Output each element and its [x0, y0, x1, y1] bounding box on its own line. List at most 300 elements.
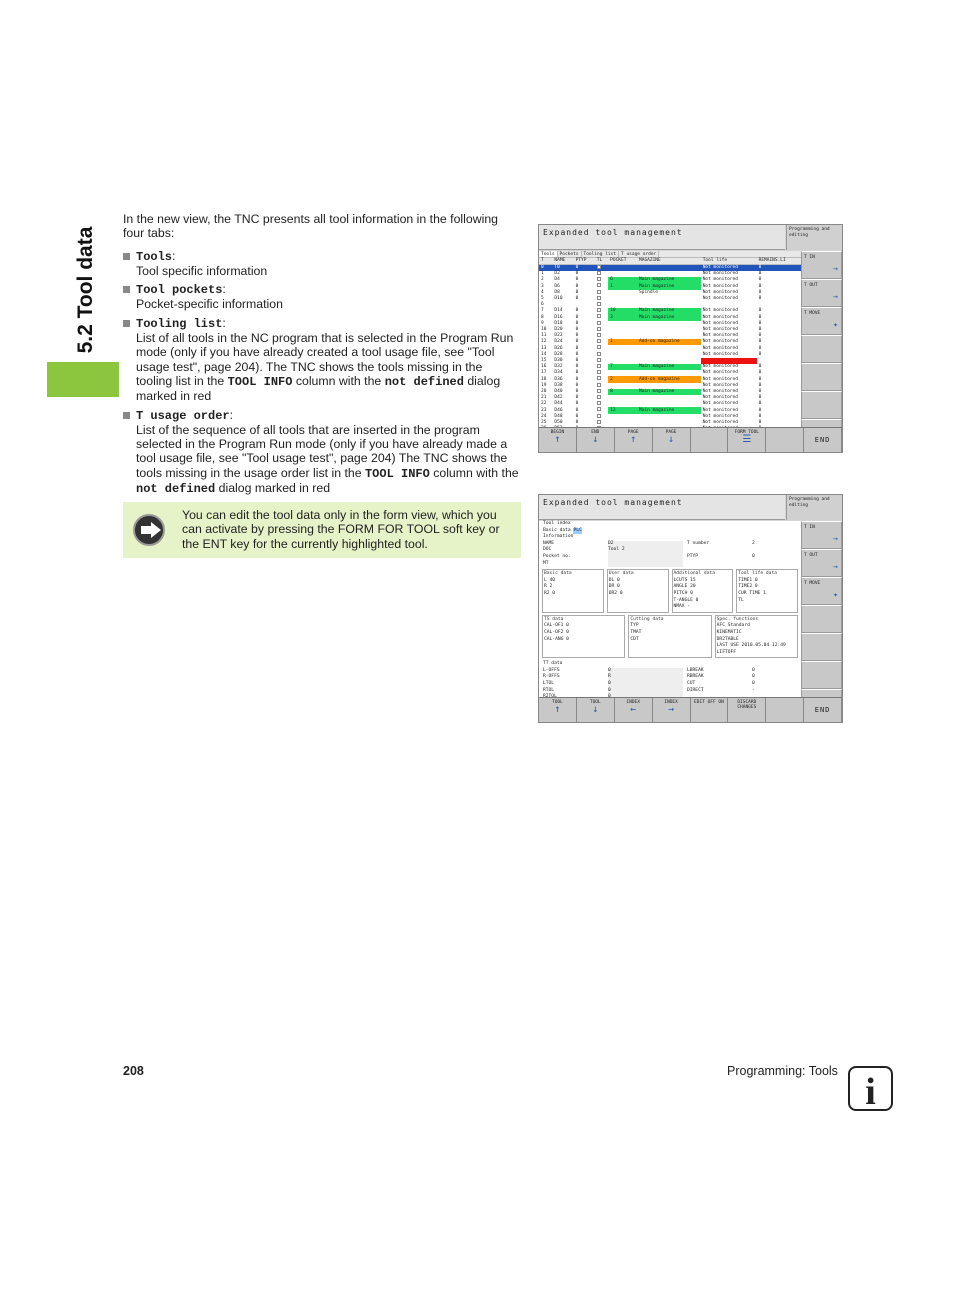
table-cell: D44 — [554, 401, 563, 407]
table-cell: 0 — [758, 420, 762, 426]
vertical-softkeys — [801, 251, 842, 447]
table-cell: Not monitored — [702, 308, 738, 314]
table-cell: 0 — [575, 314, 579, 320]
tl-checkbox[interactable] — [597, 420, 601, 424]
group-field[interactable]: R2 0 — [544, 590, 556, 596]
table-cell: D48 — [554, 413, 563, 419]
list-item-tools: Tools: Tool specific information — [123, 249, 521, 279]
tl-checkbox[interactable] — [597, 345, 601, 349]
group-title: Additional data — [673, 571, 715, 577]
field-label: PTYP — [687, 553, 699, 559]
group-title: Tool life data — [738, 571, 777, 577]
table-cell: 0 — [758, 326, 762, 332]
table-cell: Not monitored — [702, 314, 738, 320]
column-header: TL — [595, 258, 608, 264]
table-cell: 15 — [541, 358, 547, 363]
table-cell: D36 — [554, 376, 563, 382]
softkey-label: T IN — [804, 255, 815, 260]
bullet-icon — [123, 320, 130, 327]
table-cell: 11 — [541, 333, 547, 339]
group-field[interactable]: ANGLE 20 — [673, 584, 696, 590]
form-group — [628, 615, 711, 659]
softkey-end[interactable] — [577, 428, 615, 452]
table-cell: 0 — [758, 289, 762, 295]
table-cell: Not monitored — [702, 339, 738, 345]
table-cell: 0 — [575, 345, 579, 351]
table-cell: Not monitored — [702, 401, 738, 407]
table-cell: 0 — [575, 407, 579, 413]
table-cell: Main magazine — [637, 283, 701, 289]
field-label: Pocket no. — [543, 553, 571, 559]
table-cell: 3 — [608, 314, 637, 320]
softkey-bar — [539, 427, 842, 452]
table-cell: Not monitored — [702, 413, 738, 419]
chapter-tab-marker — [47, 362, 119, 397]
table-cell: 4 — [541, 289, 544, 295]
group-field[interactable]: CAL-OF2 0 — [544, 629, 569, 635]
field-label: CUT — [687, 681, 696, 687]
table-cell: 0 — [574, 264, 595, 271]
table-cell: 0 — [575, 401, 579, 407]
field-value[interactable]: 0 — [608, 681, 683, 688]
table-cell: 0 — [758, 277, 762, 283]
field-label: L-OFFS — [543, 667, 560, 673]
field-label: DIRECT — [687, 687, 704, 693]
table-cell: 0 — [758, 351, 762, 357]
side-softkey[interactable] — [801, 605, 842, 633]
group-field[interactable]: LIFTOFF — [716, 649, 737, 655]
softkey-label: FORM TOOL — [734, 430, 759, 435]
tl-checkbox[interactable] — [597, 283, 601, 287]
table-cell: 9 — [541, 320, 544, 326]
table-cell: 0 — [758, 308, 762, 314]
table-cell: Spindle — [639, 289, 659, 295]
table-cell: Not monitored — [702, 326, 738, 332]
field-value[interactable]: D2 — [608, 541, 683, 548]
table-cell: 0 — [758, 339, 762, 345]
softkey-label: T OUT — [804, 553, 818, 558]
table-cell: 0 — [575, 289, 579, 295]
group-field[interactable]: TMAT — [630, 629, 642, 635]
softkey-empty[interactable] — [766, 428, 804, 452]
move-icon: ✦ — [833, 320, 838, 329]
tt-row — [539, 688, 801, 695]
table-cell: 0 — [758, 401, 762, 407]
softkey-label: BEGIN — [550, 430, 565, 435]
group-field[interactable]: DR2 0 — [608, 590, 623, 596]
table-cell: D24 — [554, 339, 563, 345]
table-cell: 24 — [541, 413, 547, 419]
table-cell: 25 — [541, 420, 547, 426]
side-softkey[interactable] — [801, 521, 842, 549]
table-cell: 0 — [758, 376, 762, 382]
group-field[interactable]: TYP — [630, 623, 639, 629]
group-field[interactable]: CUR TIME 1 — [738, 590, 766, 596]
group-title: Cutting data — [630, 616, 664, 622]
table-cell: 0 — [575, 413, 579, 419]
field-value[interactable]: 0 — [752, 674, 755, 680]
table-cell: D28 — [554, 351, 563, 357]
chapter-title: 5.2 Tool data — [74, 226, 97, 354]
item-body: Pocket-specific information — [136, 297, 283, 312]
field-label — [687, 561, 752, 568]
field-value[interactable]: 0 — [752, 681, 755, 687]
field-value[interactable] — [608, 561, 683, 568]
arrow-right-icon — [133, 514, 165, 546]
softkey-index[interactable] — [615, 698, 653, 722]
tab-t-usage-order[interactable]: T usage order — [619, 251, 659, 257]
tl-checkbox[interactable] — [597, 321, 601, 325]
table-cell: 0 — [575, 358, 579, 363]
table-cell: 0 — [575, 326, 579, 332]
table-cell: D46 — [554, 407, 563, 413]
table-cell: 0 — [575, 351, 579, 357]
group-field[interactable]: KINEMATIC — [716, 629, 742, 635]
table-cell: Not monitored — [702, 277, 738, 283]
tt-row — [539, 668, 801, 675]
table-cell: 0 — [575, 339, 579, 345]
field-value[interactable]: 0 — [608, 668, 683, 675]
softkey-label: T MOVE — [804, 581, 821, 586]
tl-checkbox[interactable] — [597, 414, 601, 418]
group-field[interactable]: CDT — [630, 636, 639, 642]
field-value[interactable]: 2 — [752, 540, 755, 546]
side-softkey[interactable] — [801, 307, 842, 335]
form-group — [542, 615, 625, 659]
table-cell: Not monitored — [702, 376, 738, 382]
term: Tooling list — [136, 316, 223, 331]
field-label: R-OFFS — [543, 674, 560, 680]
tl-checkbox[interactable] — [597, 358, 601, 362]
table-cell: 22 — [541, 401, 547, 407]
field-value[interactable]: 0 — [608, 688, 683, 695]
group-title: User data — [608, 571, 634, 577]
table-cell: Not monitored — [702, 351, 738, 357]
table-cell: D8 — [554, 289, 560, 295]
vertical-softkeys — [801, 521, 842, 717]
softkey-page[interactable] — [653, 428, 691, 452]
tl-checkbox[interactable] — [597, 401, 601, 405]
tl-checkbox[interactable] — [597, 364, 601, 368]
table-cell: Not monitored — [702, 295, 738, 301]
tl-checkbox[interactable] — [597, 327, 601, 331]
item-body-post: dialog marked in red — [136, 373, 501, 404]
softkey-empty[interactable] — [766, 698, 804, 722]
list-item-tool-pockets: Tool pockets: Pocket-specific information — [123, 282, 521, 312]
form-row — [539, 561, 801, 568]
softkey-end[interactable] — [804, 428, 842, 452]
table-cell: 0 — [575, 420, 579, 426]
field-label: MT — [543, 560, 549, 566]
form-row — [539, 547, 801, 554]
field-label: RBREAK — [687, 674, 704, 680]
side-softkey[interactable] — [801, 661, 842, 689]
table-row[interactable] — [539, 264, 801, 271]
tool-table — [539, 258, 801, 432]
table-cell: 10 — [608, 308, 637, 314]
field-label: LTOL — [543, 681, 555, 687]
softkey-edit-off-on[interactable] — [691, 698, 729, 722]
table-cell: 0 — [575, 370, 579, 376]
form-row — [539, 554, 801, 561]
side-softkey[interactable] — [801, 577, 842, 605]
table-cell — [637, 264, 701, 271]
group-field[interactable]: NMAX - — [673, 604, 691, 610]
group-field[interactable]: DL 0 — [608, 577, 620, 583]
softkey-label: END — [814, 706, 831, 714]
side-softkey[interactable] — [801, 279, 842, 307]
softkey-discard-changes[interactable] — [728, 698, 766, 722]
field-value[interactable] — [608, 554, 683, 561]
group-field[interactable]: LAST USE 2010.05.04 12:49 — [716, 643, 786, 649]
item-body: List of all tools in the NC program that is selected in the Program Run mode (only if you have already created a tool usage file, see "Tool usage test", page 204). The TNC shows the tools missing in the tooling list in the — [136, 331, 514, 388]
table-cell: 17 — [541, 370, 547, 376]
table-cell: 0 — [575, 320, 579, 326]
table-cell: 0 — [758, 333, 762, 339]
table-cell: D20 — [554, 326, 563, 332]
arrow-left-icon: ← — [630, 704, 637, 715]
table-cell: 0 — [758, 389, 762, 395]
group-field[interactable]: TIME1 0 — [738, 577, 758, 583]
side-softkey[interactable] — [801, 633, 842, 661]
table-cell: 0 — [575, 283, 579, 289]
side-softkey[interactable] — [801, 251, 842, 279]
term: Tools — [136, 249, 173, 264]
table-cell: 0 — [575, 333, 579, 339]
form-group — [715, 615, 798, 659]
table-cell: 0 — [575, 376, 579, 382]
tl-checkbox[interactable] — [597, 383, 601, 387]
group-field[interactable]: CAL-OF1 0 — [544, 623, 569, 629]
form-groups-2 — [539, 615, 801, 659]
tool-arrow-icon: → — [833, 264, 838, 273]
tl-checkbox[interactable] — [597, 308, 601, 312]
tl-checkbox[interactable] — [597, 296, 601, 300]
tab-tooling-list[interactable]: Tooling list — [582, 251, 620, 257]
softkey-label: END — [591, 430, 600, 435]
info-icon: i — [848, 1066, 893, 1111]
table-cell: 0 — [757, 264, 801, 271]
field-label: NAME — [543, 540, 555, 546]
intro-paragraph: In the new view, the TNC presents all tool information in the following four tabs: — [123, 212, 499, 241]
tl-checkbox[interactable] — [597, 352, 601, 356]
tt-data — [539, 668, 801, 701]
table-cell — [595, 264, 608, 271]
tt-row — [539, 681, 801, 688]
group-field[interactable]: TL — [738, 597, 744, 603]
softkey-label: TOOL — [589, 700, 601, 705]
table-cell: Not monitored — [702, 395, 738, 401]
form-fields — [539, 541, 801, 567]
bullet-icon — [123, 253, 130, 260]
table-cell: 1 — [608, 283, 637, 289]
tab-tools[interactable]: Tools — [539, 251, 558, 257]
table-cell: 0 — [539, 264, 552, 271]
table-cell: 12 — [608, 407, 637, 413]
table-cell: 0 — [758, 283, 762, 289]
form-info: Information — [543, 534, 574, 540]
table-cell: 0 — [575, 364, 579, 370]
table-cell: D4 — [554, 277, 560, 283]
table-cell: 8 — [608, 389, 637, 395]
group-field[interactable]: AFC Standard — [716, 623, 750, 629]
table-cell: 0 — [758, 370, 762, 376]
side-softkey[interactable] — [801, 363, 842, 391]
tool-arrow-icon: → — [833, 292, 838, 301]
group-title: Basic data — [544, 571, 572, 577]
term: T usage order — [136, 408, 230, 423]
table-cell: 0 — [575, 308, 579, 314]
item-body: Tool specific information — [136, 263, 268, 278]
softkey-label: INDEX — [664, 700, 678, 705]
softkey-index[interactable] — [653, 698, 691, 722]
table-cell: Main magazine — [637, 407, 701, 413]
tl-checkbox[interactable] — [597, 339, 601, 343]
table-cell: 0 — [758, 395, 762, 401]
table-cell: 21 — [541, 395, 547, 401]
table-cell: 0 — [758, 271, 762, 277]
form-group — [542, 569, 604, 613]
softkey-label: T OUT — [804, 283, 818, 288]
group-field[interactable]: PITCH 0 — [673, 590, 693, 596]
table-cell: D40 — [554, 389, 563, 395]
tab-pockets[interactable]: Pockets — [558, 251, 582, 257]
table-cell: 7 — [608, 364, 637, 370]
table-cell: 18 — [541, 376, 547, 382]
table-cell: 1 — [541, 271, 544, 277]
group-field[interactable]: R 2 — [544, 584, 553, 590]
form-tab: Basic data PLC — [543, 527, 582, 533]
table-cell: D38 — [554, 382, 563, 388]
table-cell: D30 — [554, 358, 563, 363]
tl-checkbox[interactable] — [597, 265, 601, 269]
page-number: 208 — [123, 1064, 144, 1078]
table-cell: D16 — [554, 314, 563, 320]
table-cell: 14 — [541, 351, 547, 357]
tl-checkbox[interactable] — [597, 271, 601, 275]
tool-form-area — [539, 521, 801, 698]
table-cell: 0 — [758, 382, 762, 388]
group-field[interactable]: LCUTS 15 — [673, 577, 696, 583]
field-value[interactable]: R — [608, 674, 683, 681]
table-cell: D6 — [554, 283, 560, 289]
bullet-icon — [123, 286, 130, 293]
tl-checkbox[interactable] — [597, 314, 601, 318]
form-row — [539, 541, 801, 548]
table-cell: 0 — [575, 295, 579, 301]
item-body-post: dialog marked in red — [215, 481, 331, 496]
table-cell: Not monitored — [702, 389, 738, 395]
table-cell: 5 — [541, 295, 544, 301]
tl-checkbox[interactable] — [597, 370, 601, 374]
tl-checkbox[interactable] — [597, 376, 601, 380]
arrow-right-icon: → — [668, 704, 675, 715]
tl-checkbox[interactable] — [597, 333, 601, 337]
table-cell: Main magazine — [637, 389, 701, 395]
field-value[interactable]: Tool 2 — [608, 547, 683, 554]
table-cell: Not monitored — [702, 407, 738, 413]
table-cell: Not monitored — [702, 364, 738, 370]
screen-title: Expanded tool management — [539, 225, 785, 250]
field-value[interactable]: 0 — [752, 667, 755, 673]
softkey-label: EDIT OFF ON — [694, 700, 724, 705]
form-groups — [539, 569, 801, 613]
table-cell: 0 — [758, 295, 762, 301]
table-cell: Add-on magazine — [637, 376, 701, 382]
table-cell: 10 — [541, 326, 547, 332]
table-cell: 1 — [608, 339, 637, 345]
tool-table-area — [539, 251, 801, 428]
column-header: POCKET — [608, 258, 637, 264]
table-cell: 19 — [541, 382, 547, 388]
column-header: Tool life — [701, 258, 757, 264]
table-cell: 0 — [758, 407, 762, 413]
softkey-tool[interactable] — [577, 698, 615, 722]
table-cell: Not monitored — [701, 264, 757, 271]
bullet-icon — [123, 412, 130, 419]
table-cell: Main magazine — [637, 277, 701, 283]
tl-checkbox[interactable] — [597, 277, 601, 281]
tl-checkbox[interactable] — [597, 302, 601, 306]
tl-checkbox[interactable] — [597, 407, 601, 411]
softkey-end[interactable] — [804, 698, 842, 722]
table-cell: D26 — [554, 345, 563, 351]
tt-title: TT data — [543, 661, 563, 667]
softkey-tool[interactable] — [539, 698, 577, 722]
tool-arrow-icon: → — [833, 562, 838, 571]
tl-checkbox[interactable] — [597, 389, 601, 393]
softkey-bar — [539, 697, 842, 722]
group-field[interactable]: DR2TABLE — [716, 636, 739, 642]
field-label — [687, 547, 752, 554]
softkey-begin[interactable] — [539, 428, 577, 452]
group-field[interactable]: DR 0 — [608, 584, 620, 590]
group-field[interactable]: L 40 — [544, 577, 556, 583]
table-cell: Main magazine — [637, 308, 701, 314]
item-body-mid: column with the — [429, 465, 519, 480]
tl-checkbox[interactable] — [597, 290, 601, 294]
group-title: Spec. functions — [716, 616, 759, 622]
column-header: T — [539, 258, 552, 264]
group-field[interactable]: T-ANGLE 0 — [673, 597, 699, 603]
table-cell: 13 — [541, 345, 547, 351]
table-cell: D32 — [554, 364, 563, 370]
field-value[interactable]: 0 — [752, 553, 755, 559]
group-field[interactable]: CAL-ANG 0 — [544, 636, 569, 642]
tl-checkbox[interactable] — [597, 395, 601, 399]
screen-mode: Programming and editing — [786, 495, 842, 520]
softkey-page[interactable] — [615, 428, 653, 452]
group-field[interactable]: TIME2 0 — [738, 584, 758, 590]
screen-mode: Programming and editing — [786, 225, 842, 250]
table-cell: 16 — [541, 364, 547, 370]
side-softkey[interactable] — [801, 549, 842, 577]
table-cell: Not monitored — [702, 420, 738, 426]
softkey-label: PAGE — [627, 430, 639, 435]
table-cell: 0 — [575, 389, 579, 395]
side-softkey[interactable] — [801, 391, 842, 419]
group-title: TS data — [544, 616, 564, 622]
softkey-label: T MOVE — [804, 311, 821, 316]
field-label: RTOL — [543, 687, 555, 693]
screen-title: Expanded tool management — [539, 495, 785, 520]
body-text — [123, 212, 521, 500]
side-softkey[interactable] — [801, 335, 842, 363]
field-value[interactable]: - — [752, 687, 755, 693]
softkey-form-tool[interactable] — [728, 428, 766, 452]
softkey-empty[interactable] — [691, 428, 729, 452]
table-cell: Not monitored — [702, 283, 738, 289]
